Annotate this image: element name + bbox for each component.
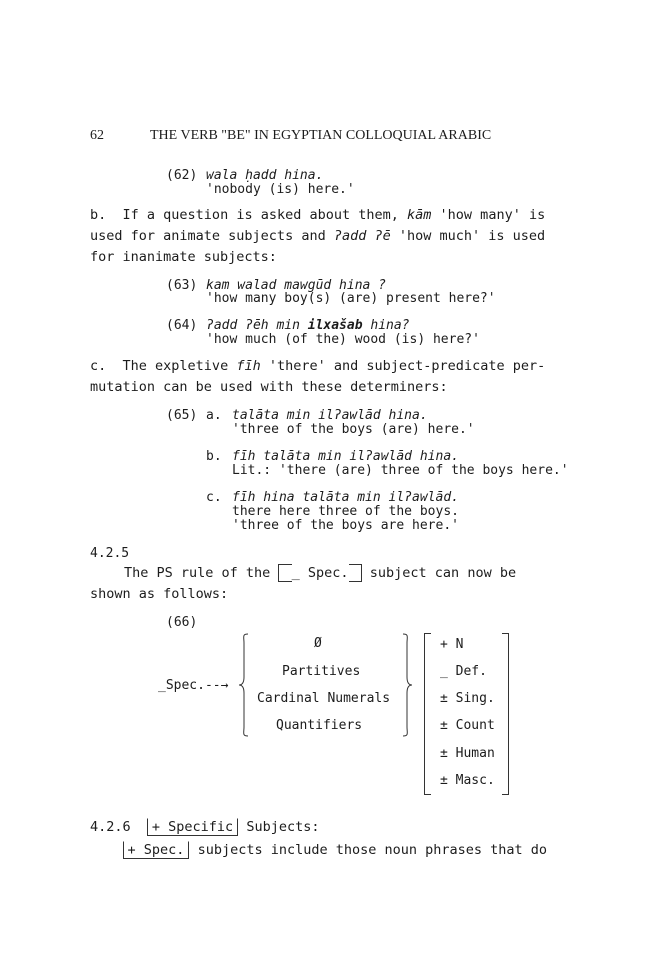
example-number: (66) [166, 615, 198, 630]
feature: ± Count [440, 718, 495, 733]
text-run: 'how many' is used for animate subjects and [90, 207, 546, 244]
arabic-sentence: talāta min ilʔawlād hina. [232, 408, 428, 423]
paragraph-c [90, 356, 560, 398]
feature: + N [440, 637, 464, 652]
arabic-sentence: wala ḥadd hina. [206, 168, 324, 183]
subexample-label: c. [206, 490, 222, 505]
section-425-text [90, 563, 560, 605]
feature: ± Human [440, 746, 495, 761]
arabic-sentence: fīh talāta min ilʔawlād hina. [232, 449, 459, 464]
spec-term: _ Spec. [291, 565, 349, 581]
paragraph-b [90, 205, 560, 268]
right-curly-brace [402, 633, 416, 737]
gloss: 'how much (of the) wood (is) here?' [206, 332, 480, 347]
gloss: 'how many boy(s) (are) present here?' [206, 291, 496, 306]
spec-bracket [278, 564, 291, 582]
gloss: 'nobody (is) here.' [206, 182, 355, 197]
running-header: THE VERB "BE" IN EGYPTIAN COLLOQUIAL ARABIC [150, 128, 492, 143]
text-run: The expletive [122, 358, 229, 374]
arabic-term: ʔadd ʔē [333, 228, 391, 244]
example-number: (63) [166, 278, 198, 293]
feature: _ Def. [440, 664, 487, 679]
section-number: 4.2.6 [90, 819, 131, 835]
text-run: subjects include those noun phrases that do [197, 842, 548, 858]
rule-option: Cardinal Numerals [257, 691, 391, 706]
paragraph-label: b. [90, 207, 107, 223]
arabic-part: hina? [370, 318, 410, 333]
gloss: there here three of the boys. [232, 504, 459, 519]
section-number: 4.2.5 [90, 546, 130, 561]
rule-option: Partitives [282, 664, 361, 679]
rule-lhs: _Spec.--→ [158, 678, 229, 693]
arabic-term: kām [407, 207, 432, 223]
heading-bracketed: + Specific [147, 818, 238, 836]
arabic-term: fīh [236, 358, 261, 374]
arabic-sentence: fīh hina talāta min ilʔawlād. [232, 490, 459, 505]
arabic-part: ʔadd ʔēh min [206, 318, 300, 333]
section-426-text [90, 828, 547, 858]
rule-option: Quantifiers [276, 718, 363, 733]
feature-matrix-bracket-left [424, 633, 431, 795]
gloss: Lit.: 'there (are) three of the boys here.' [232, 463, 569, 478]
paragraph-label: c. [90, 358, 107, 374]
text-run: subject can now be shown as follows: [90, 565, 517, 602]
example-number: (64) [166, 318, 198, 333]
spec-bracketed: + Spec. [123, 841, 190, 859]
gloss: 'three of the boys (are) here.' [232, 422, 475, 437]
spec-bracket [349, 564, 362, 582]
arabic-sentence [206, 318, 410, 333]
text-run: The PS rule of the [124, 565, 271, 581]
text-run: 'how much' is used for inanimate subjects: [90, 228, 546, 265]
rule-option: Ø [314, 636, 322, 651]
gloss: 'three of the boys are here.' [232, 518, 459, 533]
example-number: (62) [166, 168, 198, 183]
feature-matrix-bracket-right [502, 633, 509, 795]
example-number: (65) [166, 408, 198, 423]
text-run: 'there' and subject-predicate per-mutation can be used with these determiners: [90, 358, 546, 395]
feature: ± Sing. [440, 691, 495, 706]
subexample-label: b. [206, 449, 222, 464]
subexample-label: a. [206, 408, 222, 423]
heading-text: Subjects: [246, 819, 320, 835]
left-curly-brace [238, 633, 252, 737]
page-number: 62 [90, 128, 104, 143]
text-run: If a question is asked about them, [122, 207, 399, 223]
feature: ± Masc. [440, 773, 495, 788]
arabic-part-bold: ilxašab [307, 318, 363, 333]
arabic-sentence: kam walad mawgūd hina ? [206, 278, 387, 293]
